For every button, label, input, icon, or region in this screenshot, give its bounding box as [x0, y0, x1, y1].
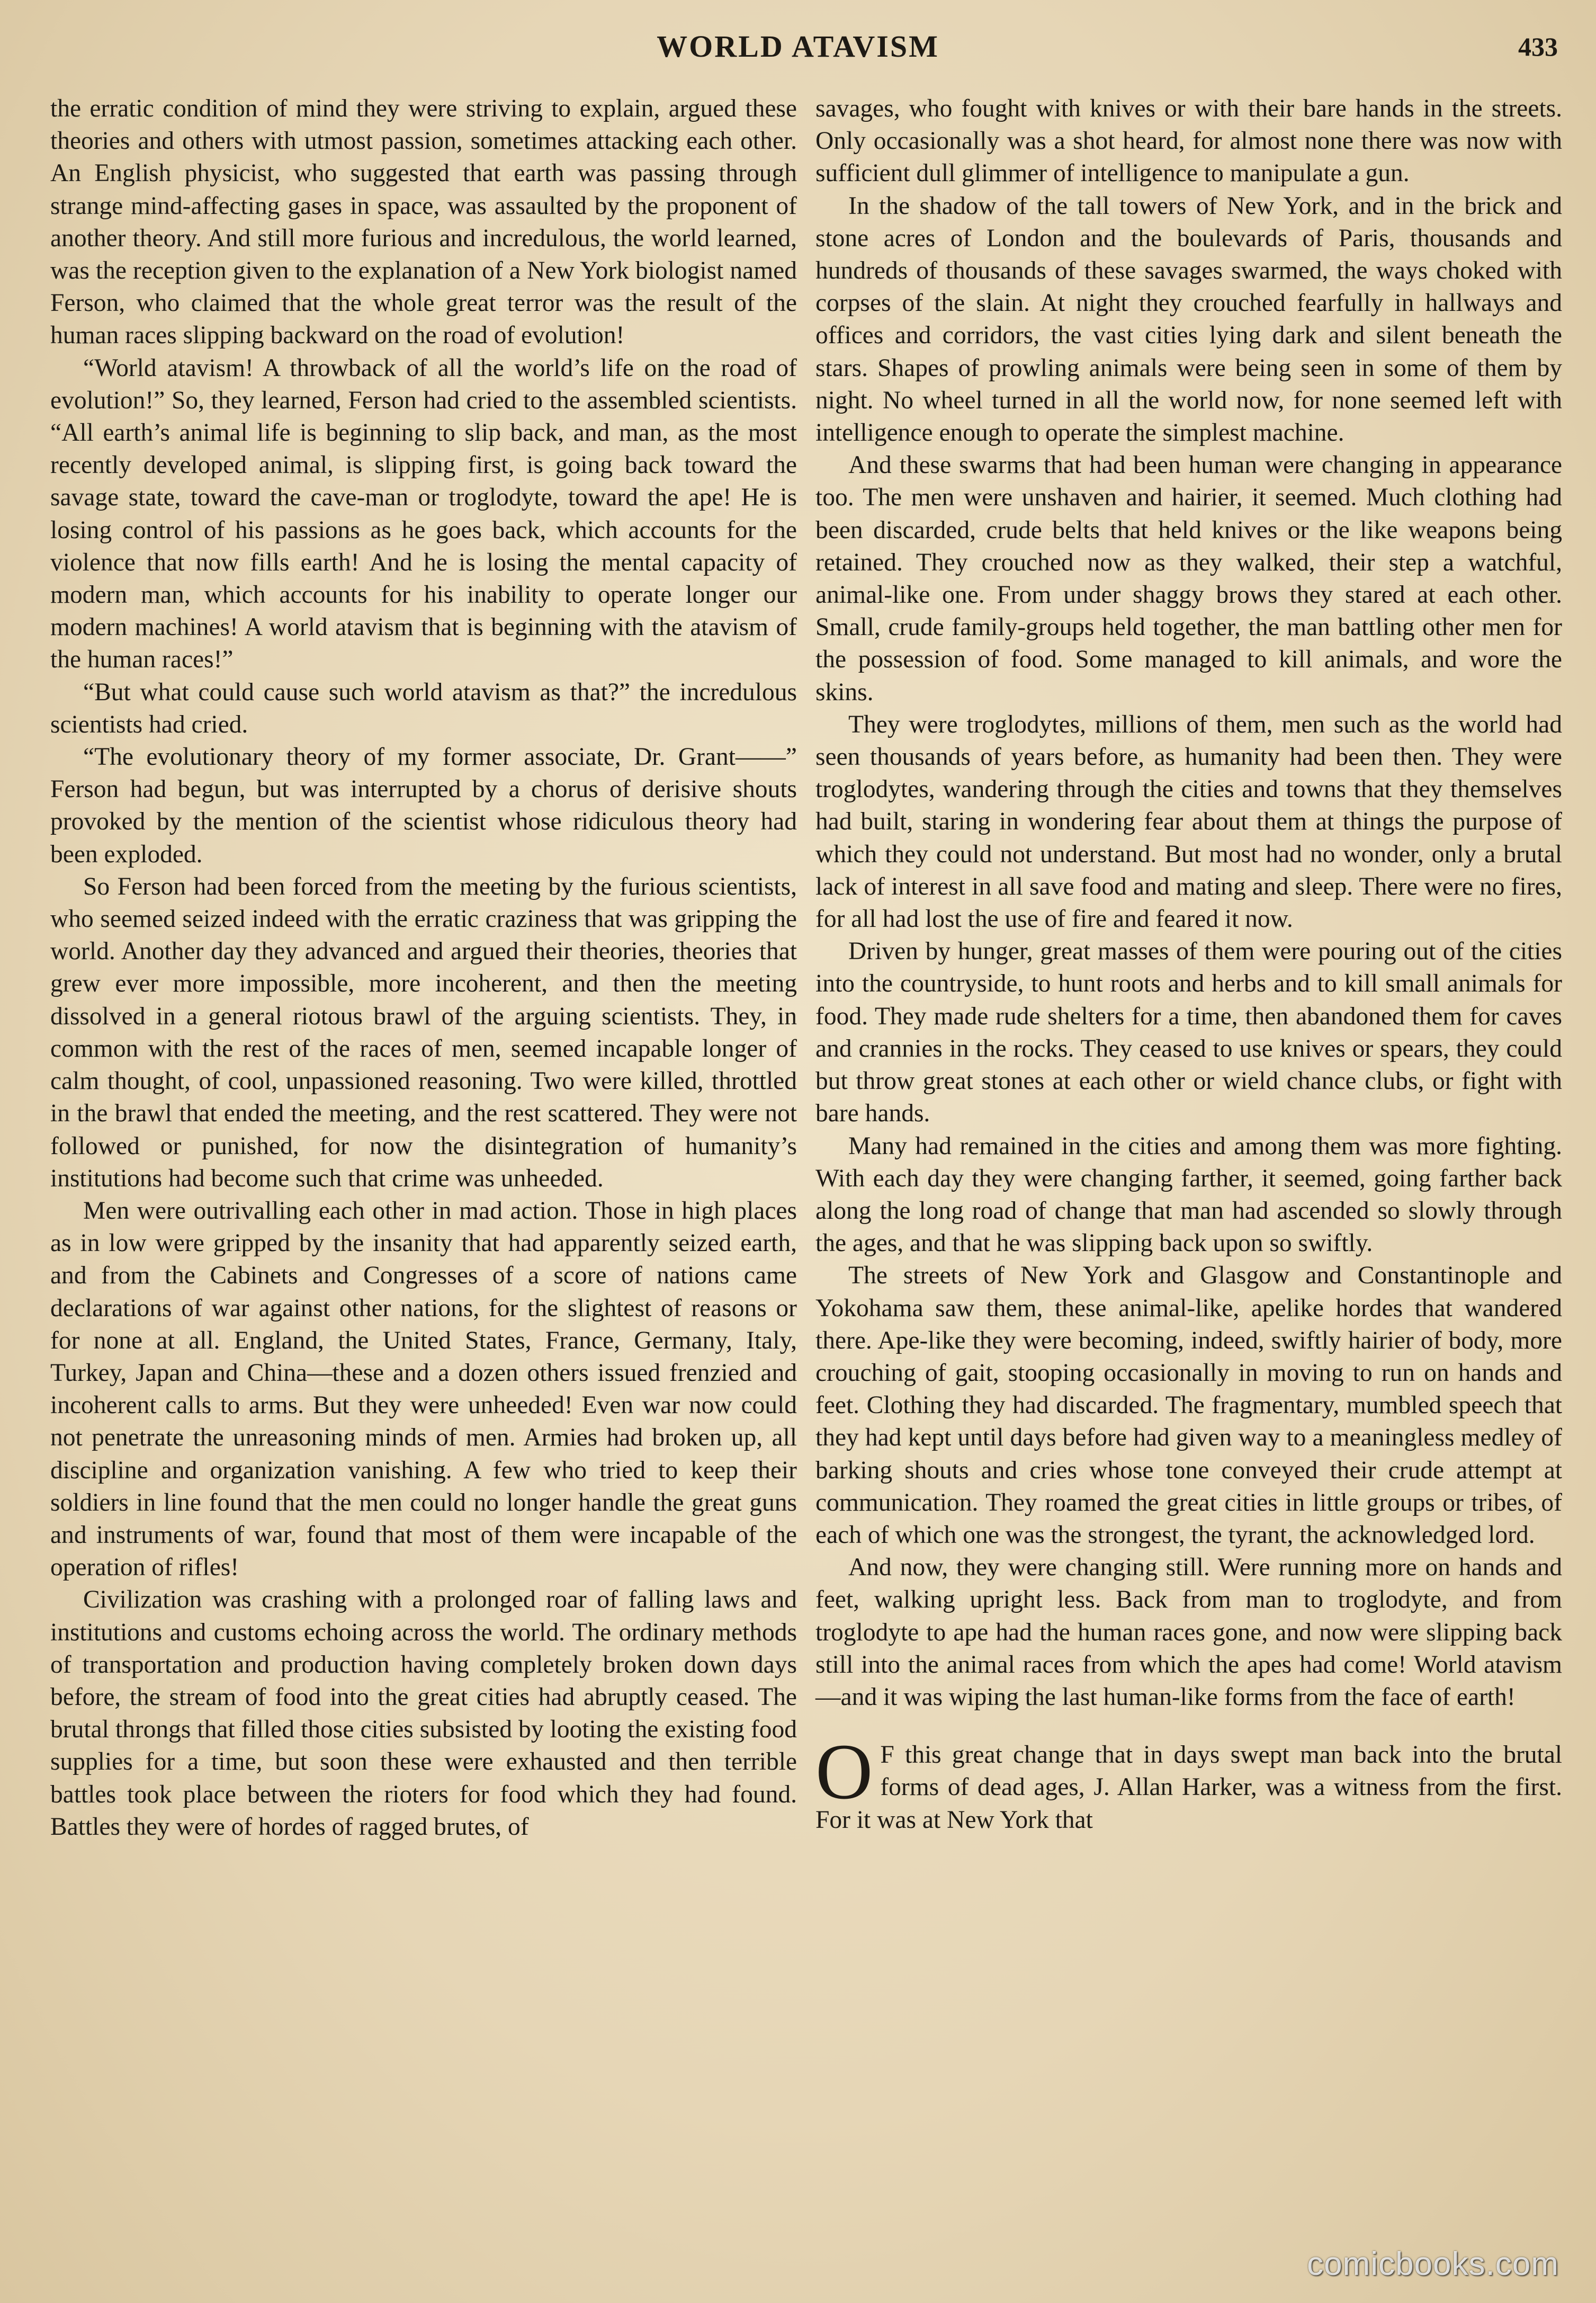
paragraph: So Ferson had been forced from the meeting by the furious scientists, who seemed seized indeed with the erratic craziness that was gripping the world. Another day they advanced and argued their theories, theories that grew ever more impossible, more incoherent, and then the meeting dissolved in a general riotous brawl of the arguing scientists. They, in common with the rest of the races of men, seemed incapable longer of calm thought, of cool, unpassioned reasoning. Two were killed, throttled in the brawl that ended the meeting, and the rest scattered. They were not followed or punished, for now the disintegration of humanity’s institutions had become such that crime was unheeded.: [50, 872, 797, 1192]
paragraph: And these swarms that had been human were changing in appearance too. The men were unshaven and hairier, it seemed. Much clothing had been discarded, crude belts that held knives or the like weapons being retained. They crouched now as they walked, their step a watchful, animal-like one. From under shaggy brows they stared at each other. Small, crude family-groups held together, the man battling other men for the possession of food. Some managed to kill animals, and wore the skins.: [815, 451, 1562, 706]
paragraph: In the shadow of the tall towers of New York, and in the brick and stone acres of London and the boulevards of Paris, thousands and hundreds of thousands of these savages swarmed, the ways choked with corpses of the slain. At night they crouched fearfully in hallways and offices and corridors, the vast cities lying dark and silent beneath the stars. Shapes of prowling animals were being seen in some of them by night. No wheel turned in all the world now, for none seemed left with intelligence enough to operate the simplest machine.: [815, 192, 1562, 447]
section-opening-paragraph: [815, 1728, 1562, 1836]
paragraph: the erratic condition of mind they were striving to explain, argued these theories and others with utmost passion, sometimes attacking each other. An English physicist, who suggested that earth was passing through strange mind-affecting gases in space, was assaulted by the proponent of another theory. And still more furious and incredulous, the world learned, was the reception given to the explanation of a New York biologist named Ferson, who claimed that the whole great terror was the result of the human races slipping backward on the road of evolution!: [50, 95, 797, 350]
paragraph: Men were outrivalling each other in mad action. Those in high places as in low were gripped by the insanity that had apparently seized earth, and from the Cabinets and Congresses of a score of nations came declarations of war against other nations, for the slightest of reasons or for none at all. England, the United States, France, Germany, Italy, Turkey, Japan and China—these and a dozen others issued frenzied and incoherent calls to arms. But they were unheeded! Even war now could not penetrate the unreasoning minds of men. Armies had broken up, all discipline and organization vanishing. A few who tried to keep their soldiers in line found that the men could no longer handle the great guns and instruments of war, found that most of them were incapable of the operation of rifles!: [50, 1197, 797, 1582]
section-opening-text: F this great change that in days swept man back into the brutal forms of dead ages, J. Allan Harker, was a witness from the first. For it was at New York that: [815, 1741, 1562, 1834]
right-column: [815, 93, 1562, 1836]
left-column: [50, 93, 797, 1843]
paragraph: “But what could cause such world atavism as that?” the incredulous scientists had cried.: [50, 678, 797, 738]
paragraph: “The evolutionary theory of my former associate, Dr. Grant——” Ferson had begun, but was interrupted by a chorus of derisive shouts provoked by the mention of the scientist whose ridiculous theory had been exploded.: [50, 743, 797, 868]
paragraph: Driven by hunger, great masses of them were pouring out of the cities into the countryside, to hunt roots and herbs and to kill small animals for food. They made rude shelters for a time, then abandoned them for caves and crannies in the rocks. They ceased to use knives or spears, they could but throw great stones at each other or wield chance clubs, or fight with bare hands.: [815, 938, 1562, 1128]
drop-cap: O: [815, 1728, 873, 1816]
paragraph: Civilization was crashing with a prolonged roar of falling laws and institutions and customs echoing across the world. The ordinary methods of transportation and production having completely broken down days before, the stream of food into the great cities had abruptly ceased. The brutal throngs that filled those cities subsisted by looting the existing food supplies for a time, but soon these were exhausted and then terrible battles took place between the rioters for food which they had found. Battles they were of hordes of ragged brutes, of: [50, 1586, 797, 1841]
running-title: WORLD ATAVISM: [657, 29, 939, 64]
paragraph: They were troglodytes, millions of them, men such as the world had seen thousands of years before, as humanity had been then. They were troglodytes, wandering through the cities and towns that they themselves had built, staring in wondering fear about them at things the purpose of which they could not understand. But most had no wonder, only a brutal lack of interest in all save food and mating and sleep. There were no fires, for all had lost the use of fire and feared it now.: [815, 710, 1562, 933]
page-number: 433: [1518, 32, 1558, 61]
paragraph: The streets of New York and Glasgow and Constantinople and Yokohama saw them, these animal-like, apelike hordes that wandered there. Ape-like they were becoming, indeed, swiftly hairier of body, more crouching of gait, stooping occasionally in moving to run on hands and feet. Clothing they had discarded. The fragmentary, mumbled speech that they had kept until days before had given way to a meaningless medley of barking shouts and cries whose tone conveyed their crude attempt at communication. They roamed the great cities in little groups or tribes, of each of which one was the strongest, the tyrant, the acknowledged lord.: [815, 1262, 1562, 1549]
paragraph: And now, they were changing still. Were running more on hands and feet, walking upright less. Back from man to troglodyte, and from troglodyte to ape had the human races gone, and now were slipping back still into the animal races from which the apes had come! World atavism—and it was wiping the last human-like forms from the face of earth!: [815, 1554, 1562, 1711]
paragraph: “World atavism! A throwback of all the world’s life on the road of evolution!” So, they learned, Ferson had cried to the assembled scientists. “All earth’s animal life is beginning to slip back, and man, as the most recently developed animal, is slipping first, is going back toward the savage state, toward the cave-man or troglodyte, toward the ape! He is losing control of his passions as he goes back, which accounts for the violence that now fills earth! And he is losing the mental capacity of modern man, which accounts for his inability to operate longer our modern machines! A world atavism that is beginning with the atavism of the human races!”: [50, 354, 797, 674]
watermark: comicbooks.com: [1307, 2246, 1559, 2282]
paragraph: Many had remained in the cities and among them was more fighting. With each day they were changing farther, it seemed, going farther back along the long road of change that man had ascended so slowly through the ages, and that he was slipping back upon so swiftly.: [815, 1132, 1562, 1257]
running-head: [0, 25, 1596, 68]
paragraph: savages, who fought with knives or with their bare hands in the streets. Only occasionally was a shot heard, for almost none there was now with sufficient dull glimmer of intelligence to manipulate a gun.: [815, 95, 1562, 188]
